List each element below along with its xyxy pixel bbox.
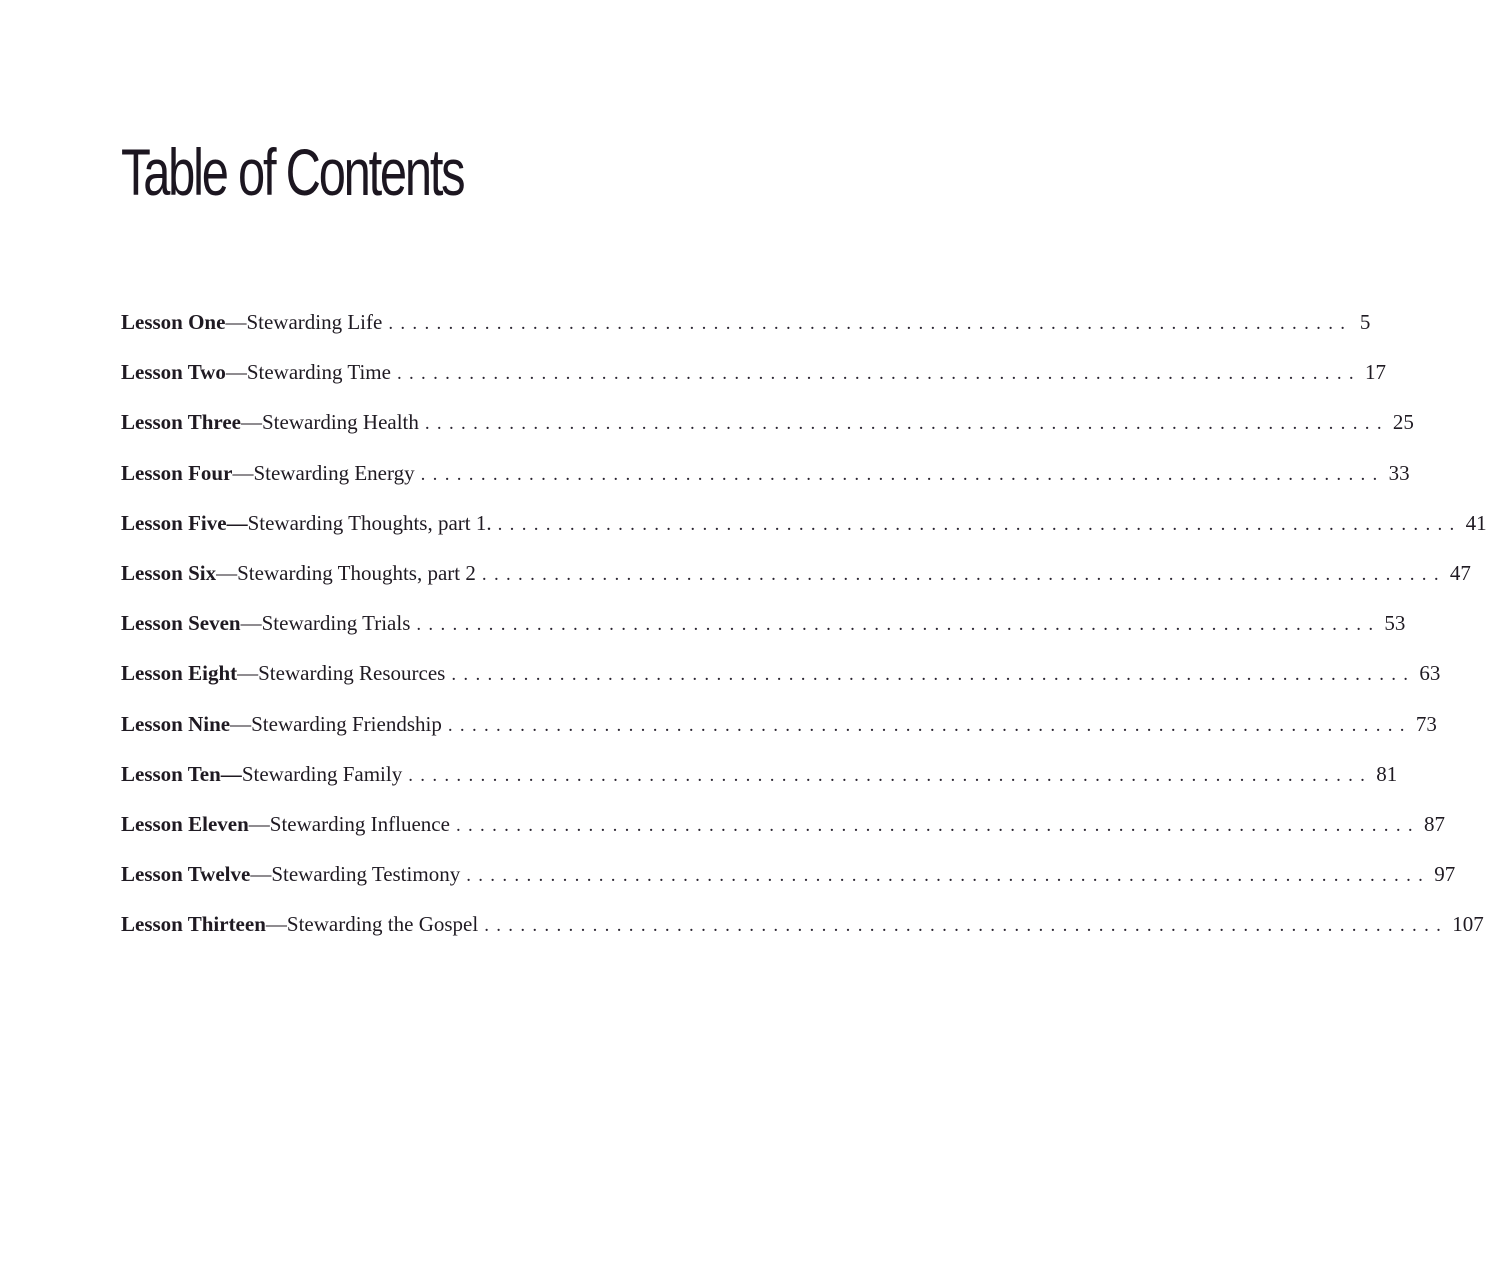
title-separator: — xyxy=(248,811,270,836)
toc-entry[interactable] xyxy=(121,553,1471,603)
lesson-topic: Stewarding Thoughts, part 2 xyxy=(237,560,476,585)
dot-leader: ................................................................................ xyxy=(447,714,1412,736)
lesson-topic: Stewarding the Gospel xyxy=(286,912,479,937)
lesson-number: Lesson One xyxy=(121,310,226,334)
toc-list xyxy=(121,302,1487,954)
toc-entry[interactable] xyxy=(121,453,1410,503)
lesson-number: Lesson Two xyxy=(121,360,226,385)
toc-entry[interactable] xyxy=(121,704,1437,754)
lesson-topic: Stewarding Life xyxy=(246,310,383,334)
dot-leader: ................................................................................ xyxy=(408,764,1373,786)
title-separator: — xyxy=(265,912,287,937)
lesson-topic: Stewarding Influence xyxy=(269,811,450,836)
page-number: 53 xyxy=(1384,611,1406,636)
lesson-number: Lesson Four xyxy=(121,460,233,485)
title-separator: — xyxy=(250,862,272,887)
lesson-number: Lesson Five— xyxy=(121,510,248,535)
title-separator: — xyxy=(216,560,238,585)
lesson-topic: Stewarding Friendship xyxy=(251,711,442,736)
toc-entry[interactable] xyxy=(121,302,1371,352)
page-number: 17 xyxy=(1364,360,1386,385)
page-number: 41 xyxy=(1465,510,1487,535)
dot-leader: ................................................................................ xyxy=(451,664,1416,686)
dot-leader: ................................................................................ xyxy=(416,614,1381,636)
page-number: 107 xyxy=(1452,912,1484,937)
lesson-topic: Stewarding Energy xyxy=(253,460,415,485)
lesson-topic: Stewarding Trials xyxy=(261,611,411,636)
lesson-topic: Stewarding Time xyxy=(246,360,391,385)
title-separator: — xyxy=(237,661,259,686)
page-number: 33 xyxy=(1388,460,1410,485)
page-title: Table of Contents xyxy=(121,135,464,209)
lesson-number: Lesson Six xyxy=(121,560,217,585)
lesson-number: Lesson Seven xyxy=(121,611,241,636)
toc-entry[interactable] xyxy=(121,804,1445,854)
lesson-number: Lesson Ten— xyxy=(121,761,242,786)
toc-entry[interactable] xyxy=(121,503,1487,553)
page-number: 25 xyxy=(1392,410,1414,435)
lesson-number: Lesson Nine xyxy=(121,711,231,736)
toc-entry[interactable] xyxy=(121,754,1398,804)
page-number: 63 xyxy=(1419,661,1441,686)
dot-leader: ................................................................................ xyxy=(481,563,1446,585)
dot-leader: ................................................................................ xyxy=(497,513,1462,535)
title-separator: — xyxy=(232,460,254,485)
page-number: 73 xyxy=(1415,711,1437,736)
dot-leader: ................................................................................ xyxy=(424,413,1389,435)
dot-leader: ................................................................................ xyxy=(484,915,1449,937)
page-number: 87 xyxy=(1423,811,1445,836)
title-separator: — xyxy=(230,711,252,736)
toc-entry[interactable] xyxy=(121,603,1406,653)
dot-leader: ................................................................................ xyxy=(396,363,1361,385)
lesson-topic: Stewarding Resources xyxy=(258,661,446,686)
lesson-number: Lesson Eleven xyxy=(121,811,249,836)
dot-leader: ................................................................................ xyxy=(455,814,1420,836)
page-number: 81 xyxy=(1376,761,1398,786)
lesson-topic: Stewarding Family xyxy=(241,761,403,786)
toc-entry[interactable] xyxy=(121,653,1441,703)
toc-entry[interactable] xyxy=(121,402,1414,452)
page-number: 47 xyxy=(1449,560,1471,585)
lesson-number: Lesson Twelve xyxy=(121,862,251,887)
title-separator: — xyxy=(241,410,262,435)
lesson-topic: Stewarding Testimony xyxy=(271,862,461,887)
toc-entry[interactable] xyxy=(121,352,1386,402)
page-number: 5 xyxy=(1359,310,1371,334)
title-separator: — xyxy=(225,310,247,334)
lesson-topic: Stewarding Health xyxy=(262,410,419,435)
dot-leader: ................................................................................ xyxy=(388,313,1353,334)
toc-entry[interactable] xyxy=(121,904,1484,954)
dot-leader: ................................................................................ xyxy=(466,865,1431,887)
toc-entry[interactable] xyxy=(121,854,1456,904)
lesson-number: Lesson Three xyxy=(121,410,241,435)
title-separator: — xyxy=(240,611,262,636)
lesson-number: Lesson Eight xyxy=(121,661,238,686)
dot-leader: ................................................................................ xyxy=(420,463,1385,485)
lesson-topic: Stewarding Thoughts, part 1. xyxy=(247,510,492,535)
lesson-number: Lesson Thirteen xyxy=(121,912,266,937)
title-separator: — xyxy=(225,360,247,385)
page-number: 97 xyxy=(1434,862,1456,887)
